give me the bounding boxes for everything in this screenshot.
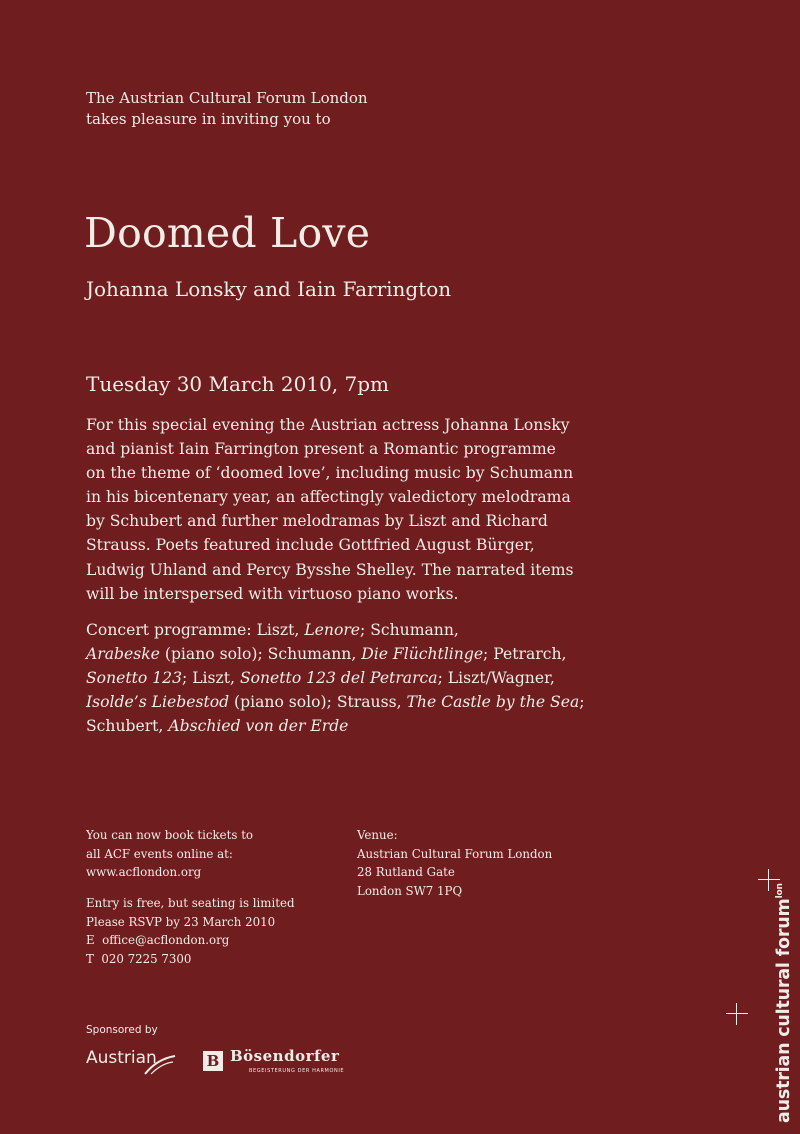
email-row [86,931,295,950]
description-line: Ludwig Uhland and Percy Bysshe Shelley. The narrated items [86,560,574,579]
programme-work-title: Abschied von der Erde [168,717,349,736]
description-line: in his bicentenary year, an affectingly valedictory melodrama [86,488,571,507]
austrian-airlines-logo: Austrian [86,1048,157,1068]
programme-work-title: Sonetto 123 del Petrarca [239,669,438,688]
description-line: Strauss. Poets featured include Gottfried August Bürger, [86,536,535,555]
bosendorfer-logo: Bösendorfer [230,1047,340,1065]
booking-info [86,826,253,882]
bosendorfer-mark-icon: B [203,1051,223,1071]
intro-text [86,88,368,130]
venue-name: Austrian Cultural Forum London [357,846,553,861]
intro-line-1: The Austrian Cultural Forum London [86,89,368,107]
description-line: by Schubert and further melodramas by Liszt and Richard [86,512,548,531]
programme-text: Concert programme: Liszt, [86,621,305,639]
programme-work-title: Sonetto 123 [86,669,182,688]
acf-logo [774,883,794,1123]
programme-text: ; Schumann, [360,621,459,639]
phone-label: T [86,951,94,966]
programme-work-title: Isolde’s Liebestod [86,693,230,712]
programme-text: ; [579,693,585,712]
booking-url-link[interactable]: www.acflondon.org [86,865,202,879]
programme-text: ; Liszt/Wagner, [437,669,555,688]
programme-line-4 [86,690,646,714]
programme-work-title: Arabeske [86,645,160,664]
venue-city: London SW7 1PQ [357,883,463,898]
phone-number: 020 7225 7300 [101,951,192,966]
acf-logo-superscript: lon [775,883,786,899]
programme-work-title: Lenore [304,621,361,639]
event-title: Doomed Love [84,209,371,257]
acf-logo-text: austrian cultural forum [774,898,794,1123]
programme-line-5 [86,714,646,738]
venue-label: Venue: [357,828,398,842]
programme-line-3 [86,666,646,690]
logo-crosshair-icon [726,1003,748,1025]
email-link[interactable]: office@acflondon.org [102,933,230,947]
event-date: Tuesday 30 March 2010, 7pm [86,372,390,396]
programme-text: Schubert, [86,717,169,736]
event-description [86,413,646,606]
programme-text: ; Petrarch, [483,645,567,664]
programme-text: ; Liszt, [181,669,240,688]
programme-line-2 [86,642,646,666]
description-line: For this special evening the Austrian actress Johanna Lonsky [86,416,570,434]
entry-info [86,894,295,968]
bosendorfer-tagline: BEGEISTERUNG DER HARMONIE [249,1068,345,1074]
event-performers: Johanna Lonsky and Iain Farrington [86,277,452,301]
programme-text: (piano solo); Schumann, [159,645,362,664]
austrian-swoosh-icon [143,1054,177,1076]
programme-line-1 [86,618,646,642]
programme-work-title: The Castle by the Sea [406,693,580,712]
description-line: and pianist Iain Farrington present a Romantic programme [86,440,556,459]
phone-row [86,950,295,969]
programme-text: (piano solo); Strauss, [229,693,407,712]
entry-line-1: Entry is free, but seating is limited [86,896,295,910]
description-line: on the theme of ‘doomed love’, including music by Schumann [86,464,574,483]
intro-line-2: takes pleasure in inviting you to [86,110,331,128]
email-label: E [86,933,95,947]
programme-work-title: Die Flüchtlinge [361,645,484,664]
entry-line-2: Please RSVP by 23 March 2010 [86,914,276,929]
sponsored-by-label: Sponsored by [86,1024,158,1036]
description-line: will be interspersed with virtuoso piano works. [86,584,459,603]
venue-info [357,826,552,900]
booking-line-2: all ACF events online at: [86,846,233,861]
booking-line-1: You can now book tickets to [86,828,254,842]
concert-programme [86,618,646,738]
venue-street: 28 Rutland Gate [357,865,455,879]
